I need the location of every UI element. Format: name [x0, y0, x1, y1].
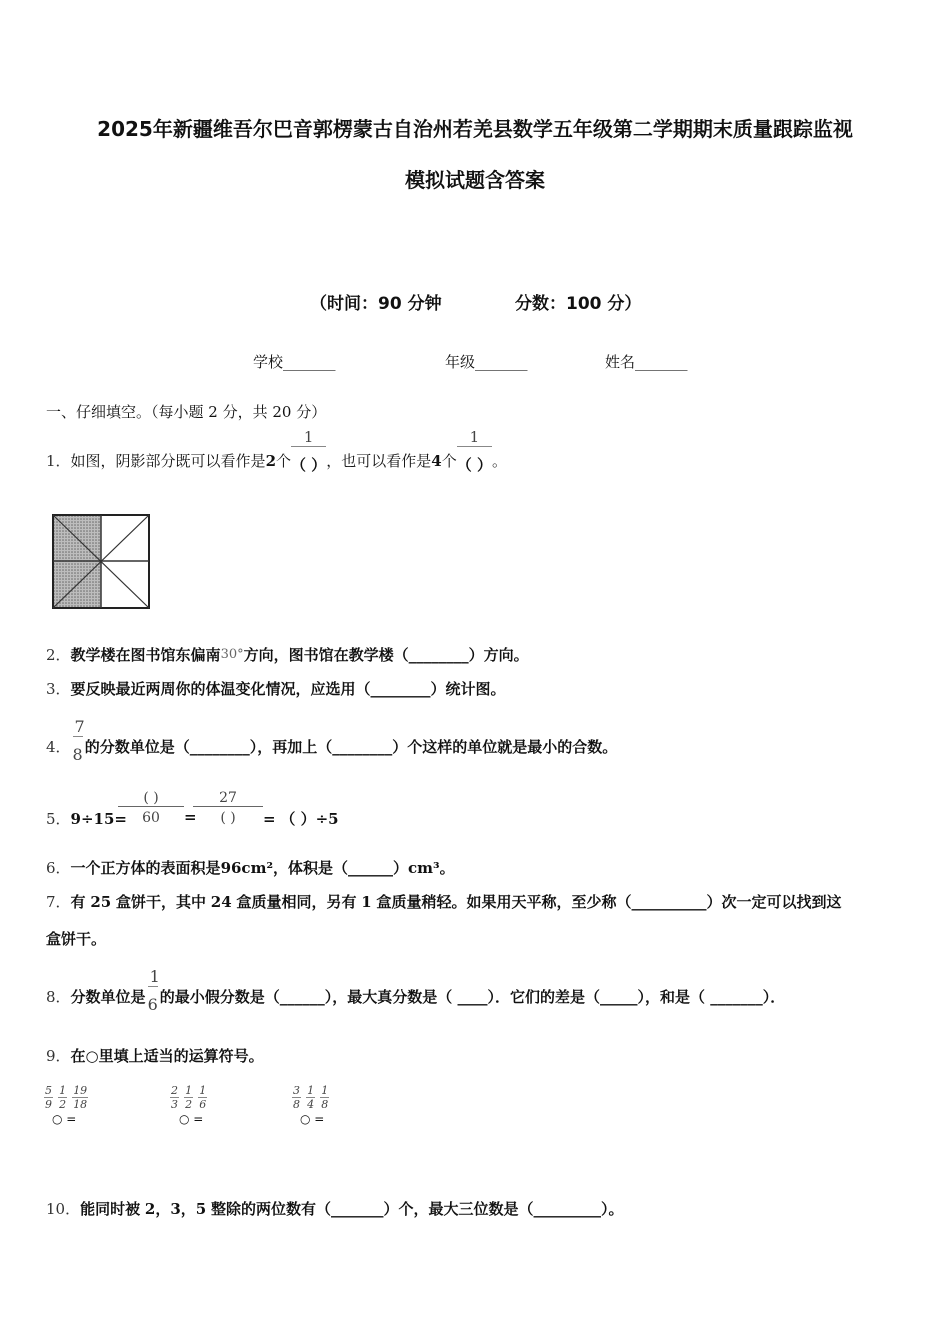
q9-g2-ops: ○ =	[179, 1112, 204, 1126]
q5-text-a: 9÷15=	[70, 810, 127, 828]
q5-eq1-text: =	[184, 808, 197, 826]
q3-text: 要反映最近两周你的体温变化情况，应选用（________）统计图。	[70, 680, 506, 698]
q4-fraction	[72, 717, 85, 764]
name-field: 姓名_______	[605, 353, 688, 371]
q6-unit: cm³	[408, 859, 440, 877]
q9-g3-f1-num: 3	[293, 1084, 300, 1097]
q9-group-3	[292, 1084, 329, 1111]
q1-n4: 4	[431, 452, 442, 470]
q1-fraction-1	[291, 428, 327, 475]
q5-f2-den: ( )	[220, 810, 236, 826]
q9-g2-f2-den: 2	[185, 1098, 193, 1111]
q6-value: 96cm²	[220, 859, 274, 877]
q4-frac-den: 8	[72, 745, 83, 764]
q1-text-d: 个	[441, 452, 457, 470]
q8-text-b: 的最小假分数是（______），最大真分数是（ ____）．它们的差是（_____），和是（ _______）．	[159, 988, 786, 1006]
q1-square-figure	[50, 512, 152, 610]
q8-fraction	[147, 967, 160, 1014]
q2-text-a: 教学楼在图书馆东偏南	[70, 646, 221, 664]
q7-n25: 25	[90, 893, 112, 911]
q9-g1-f1-den: 9	[45, 1098, 52, 1111]
q1-n2: 2	[265, 452, 276, 470]
q7-text-b: 盒饼干，其中	[116, 893, 207, 911]
q5-fraction-1	[118, 790, 184, 826]
question-5	[46, 808, 127, 829]
q9-g1-ops: ○ =	[52, 1112, 77, 1126]
question-7	[46, 891, 841, 912]
q3-number: 3．	[46, 680, 71, 698]
q1-frac2-num: 1	[457, 428, 492, 447]
q2-text-b: 方向，图书馆在教学楼（________）方向。	[243, 646, 529, 664]
q9-g3-f2-den: 4	[307, 1098, 315, 1111]
q5-number: 5．	[46, 810, 71, 828]
q1-text-b: 个	[276, 452, 292, 470]
q1-frac1-num: 1	[291, 428, 326, 447]
q1-fraction-2	[456, 428, 492, 475]
q10-nums: 2，3，5	[144, 1200, 207, 1218]
question-9	[46, 1045, 264, 1066]
question-3	[46, 678, 506, 699]
q7-n1: 1	[361, 893, 372, 911]
q6-number: 6．	[46, 859, 71, 877]
q9-g1-f2-num: 1	[59, 1084, 67, 1097]
q5-f2-num: 27	[193, 790, 263, 807]
q8-frac-den: 6	[147, 995, 158, 1014]
q7-n24: 24	[210, 893, 232, 911]
q9-g1-f2-den: 2	[59, 1098, 67, 1111]
question-4	[46, 717, 618, 764]
q9-g3-f2-num: 1	[307, 1084, 315, 1097]
doc-title-line2: 模拟试题含答案	[405, 168, 545, 192]
q9-g2-f1-den: 3	[171, 1098, 178, 1111]
q10-text-a: 能同时被	[80, 1200, 141, 1218]
q9-group-2	[170, 1084, 207, 1111]
q1-blank-1: （ ）	[291, 456, 327, 474]
q9-g1-f1-num: 5	[45, 1084, 52, 1097]
q8-text-a: 分数单位是	[70, 988, 146, 1006]
q6-text-a: 一个正方体的表面积是	[70, 859, 221, 877]
q9-g1-f3-num: 19	[73, 1084, 88, 1097]
q9-g3-f1-den: 8	[293, 1098, 300, 1111]
q7-text-a: 有	[70, 893, 86, 911]
q9-g3-ops: ○ =	[300, 1112, 325, 1126]
q5-eq2: =	[263, 810, 276, 828]
question-1	[46, 428, 507, 475]
q9-g3-f3-num: 1	[321, 1084, 329, 1097]
q9-g1-f3-den: 18	[73, 1098, 88, 1111]
q1-text-a: 如图，阴影部分既可以看作是	[70, 452, 266, 470]
exam-time: （时间：90 分钟	[310, 294, 442, 314]
q1-text-c: ，也可以看作是	[326, 452, 432, 470]
q7-number: 7．	[46, 893, 71, 911]
grade-field: 年级_______	[445, 353, 528, 371]
q10-text-b: 整除的两位数有（_______）个，最大三位数是（_________）。	[210, 1200, 624, 1218]
q7-text-c: 盒质量相同，另有	[236, 893, 357, 911]
q1-number: 1．	[46, 452, 71, 470]
q4-text: 的分数单位是（________），再加上（________）个这样的单位就是最小的合数。	[84, 738, 618, 756]
question-8	[46, 967, 786, 1014]
q9-number: 9．	[46, 1047, 71, 1065]
question-6	[46, 857, 455, 878]
q9-g2-f3-den: 6	[199, 1098, 207, 1111]
q10-number: 10．	[46, 1200, 81, 1218]
q5-tail	[263, 808, 339, 829]
q6-text-b: ，体积是（______）	[273, 859, 409, 877]
q5-tail-text: （ ）÷5	[280, 810, 339, 828]
school-field: 学校_______	[253, 353, 336, 371]
q4-frac-num: 7	[74, 717, 85, 736]
q9-g2-f1-num: 2	[171, 1084, 178, 1097]
q5-f1-num: ( )	[118, 790, 184, 807]
q2-number: 2．	[46, 646, 71, 664]
doc-title-line1: 2025年新疆维吾尔巴音郭楞蒙古自治州若羌县数学五年级第二学期期末质量跟踪监视	[97, 117, 853, 141]
section-heading: 一、仔细填空。（每小题 2 分，共 20 分）	[46, 403, 327, 421]
question-2	[46, 644, 529, 665]
q6-text-c: 。	[439, 859, 455, 877]
q9-g3-f3-den: 8	[321, 1098, 329, 1111]
exam-score: 分数：100 分）	[515, 294, 642, 314]
q9-g2-f2-num: 1	[185, 1084, 193, 1097]
q8-frac-num: 1	[149, 967, 160, 986]
q7-line2-text: 盒饼干。	[46, 930, 107, 948]
q9-text: 在○里填上适当的运算符号。	[70, 1047, 264, 1065]
question-10	[46, 1198, 624, 1219]
q5-fraction-2	[193, 790, 263, 826]
q1-blank-2: （ ）	[456, 456, 492, 474]
q4-number: 4．	[46, 738, 71, 756]
q9-g2-f3-num: 1	[199, 1084, 207, 1097]
q7-text-d: 盒质量稍轻。如果用天平称，至少称（__________）次一定可以找到这	[376, 893, 842, 911]
question-7-line2	[46, 928, 106, 949]
q1-text-e: 。	[491, 452, 507, 470]
q8-number: 8．	[46, 988, 71, 1006]
q9-group-1	[44, 1084, 88, 1111]
q5-f1-den: 60	[142, 810, 160, 826]
q2-degree: 30°	[220, 647, 244, 662]
